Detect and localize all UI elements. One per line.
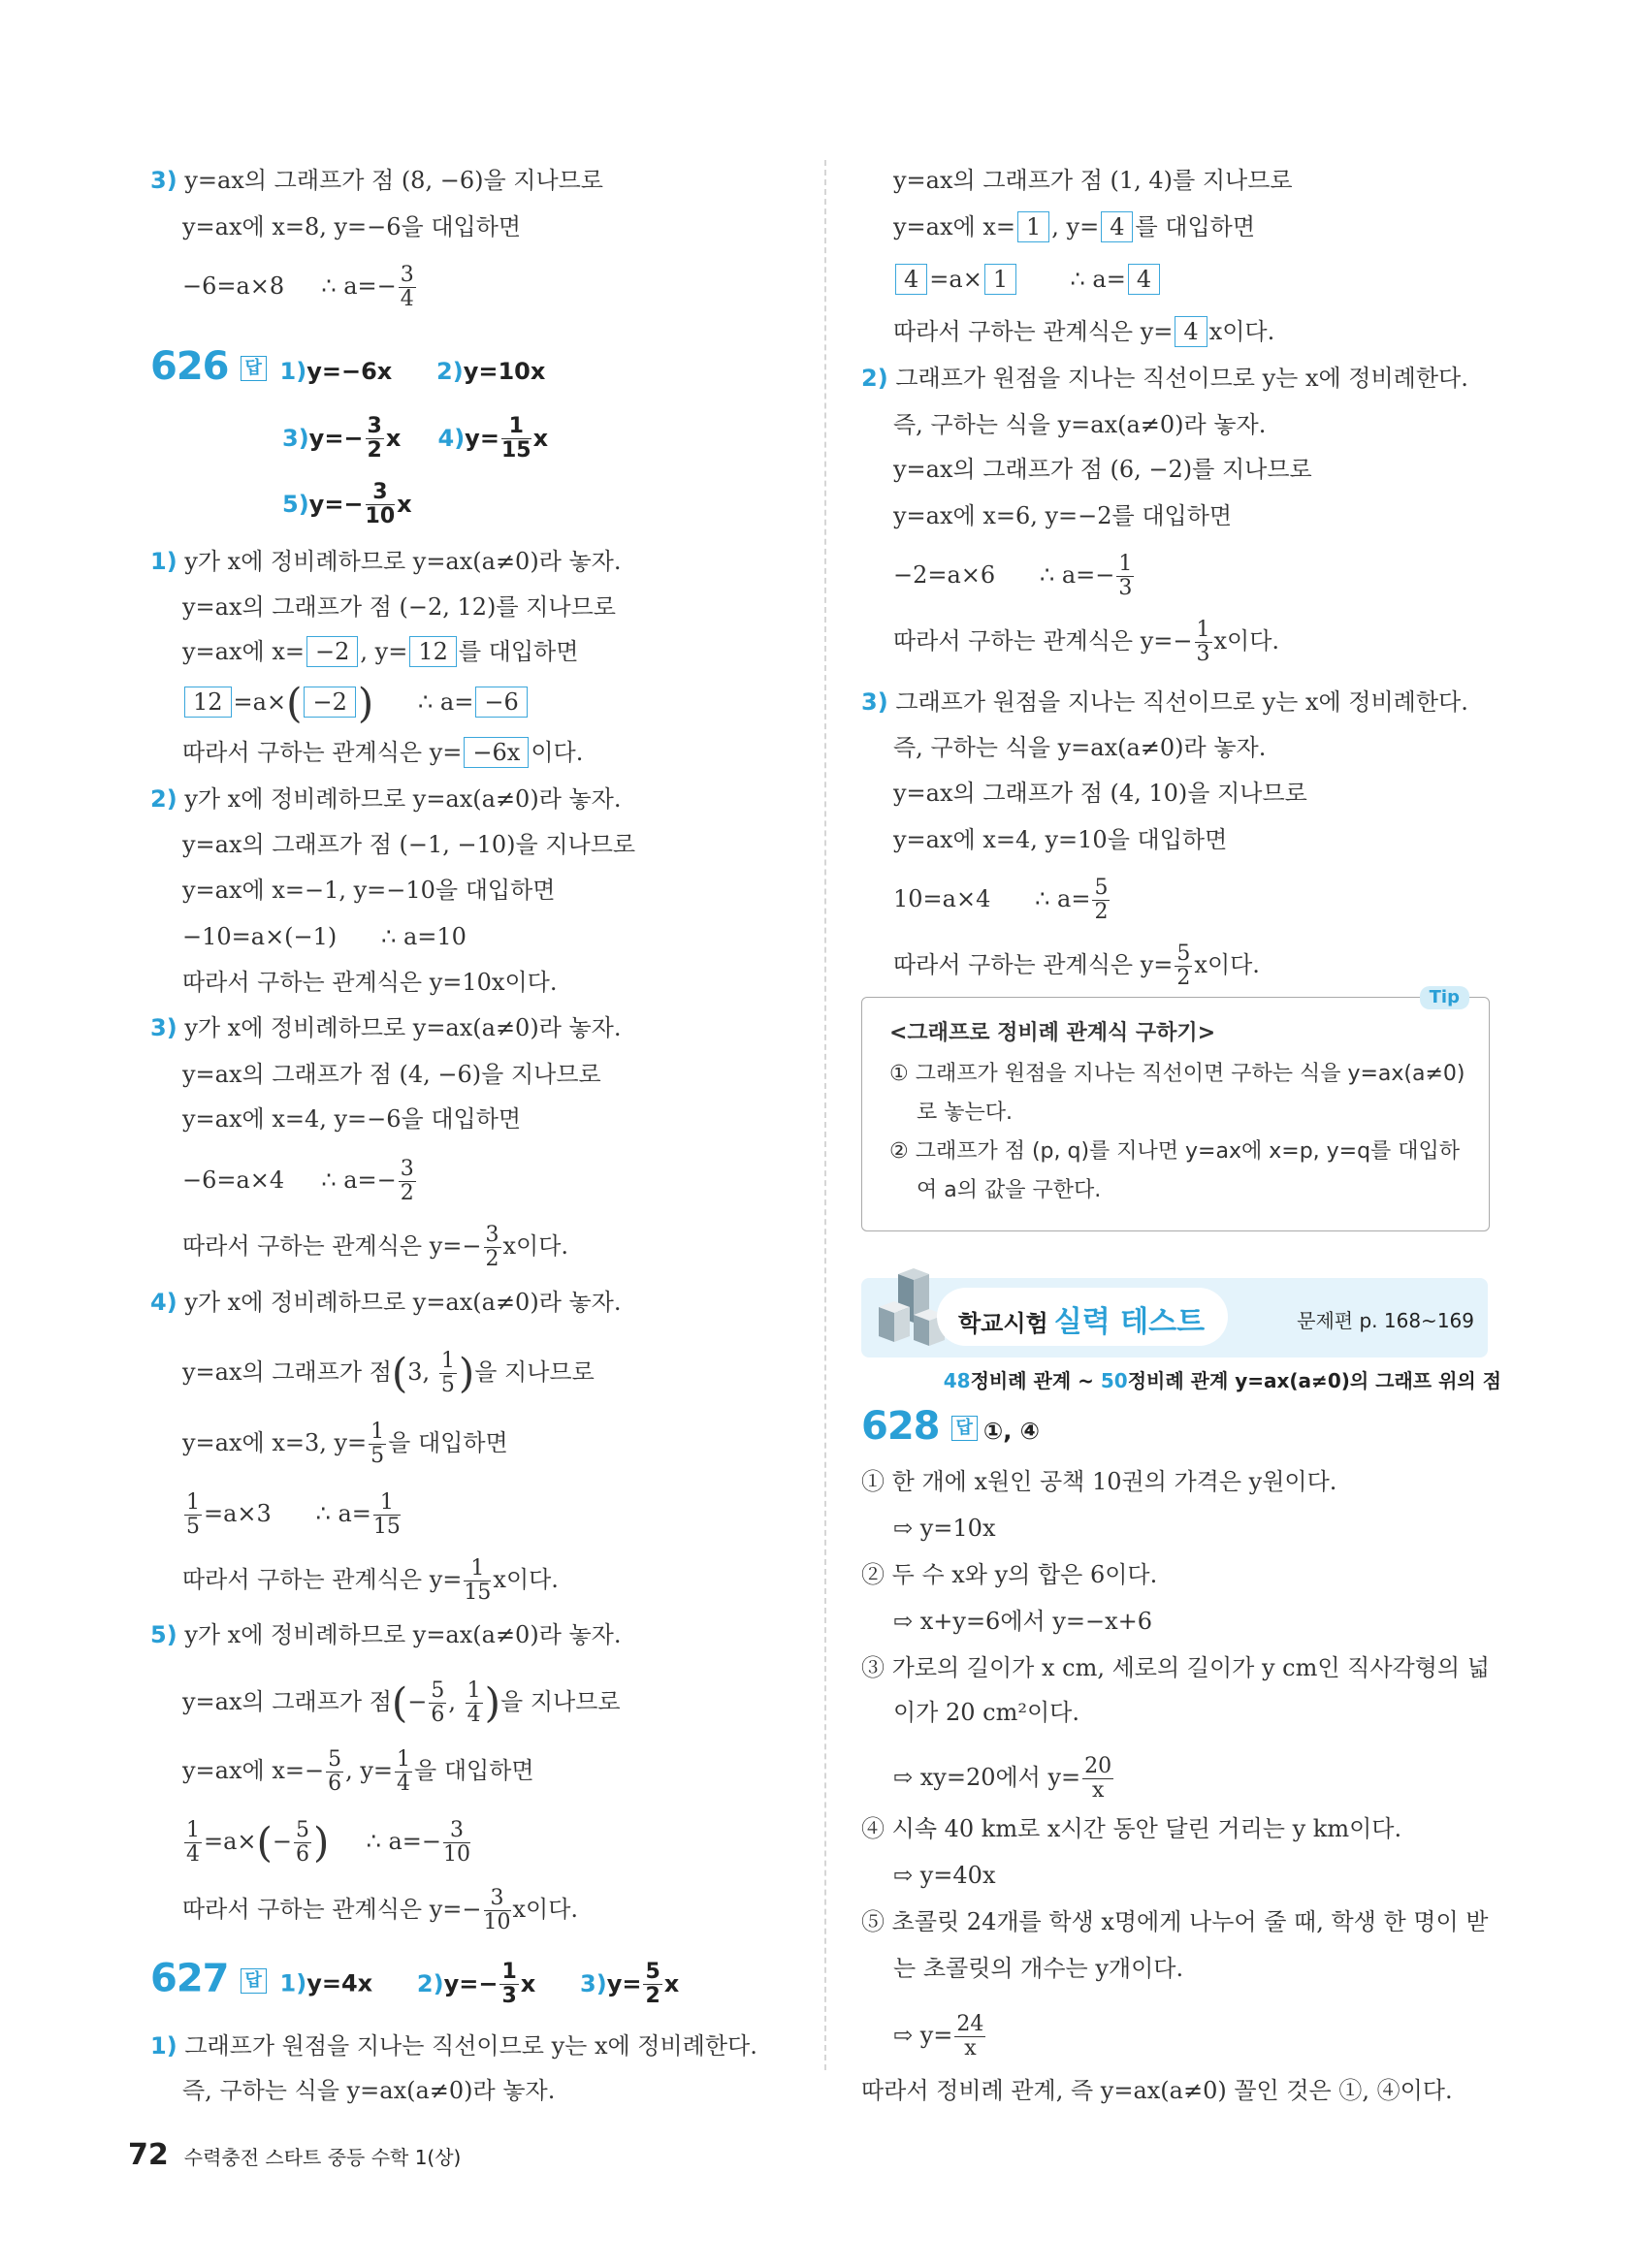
s2-line3: y=ax에 x=−1, y=−10을 대입하면 — [182, 877, 556, 904]
r-s2-line4: y=ax에 x=6, y=−2를 대입하면 — [893, 502, 1233, 529]
r-s3-line2: 즉, 구하는 식을 y=ax(a≠0)라 놓자. — [893, 734, 1267, 761]
s4-line1: 4) y가 x에 정비례하므로 y=ax(a≠0)라 놓자. — [150, 1289, 622, 1316]
s2-line4: −10=a×(−1) ∴ a=10 — [182, 923, 467, 950]
p628-option5-result: ⇨ y= $\frac{24}{x}$ — [893, 2012, 984, 2060]
column-divider — [824, 160, 826, 2070]
s1-line3: y=ax에 x= −2 , y= 12 를 대입하면 — [182, 638, 579, 665]
s2-line2: y=ax의 그래프가 점 (−1, −10)을 지나므로 — [182, 831, 636, 858]
tip-title: <그래프로 정비례 관계식 구하기> — [889, 1021, 1216, 1045]
s5-line2: y=ax의 그래프가 점(− $\frac{5}{6}$ , $\frac{1}{4}$ )을 지나므로 — [182, 1678, 621, 1727]
s2-line5: 따라서 구하는 관계식은 y=10x이다. — [182, 969, 558, 996]
r-s2-line5: −2=a×6 ∴ a=− $\frac{1}{3}$ — [893, 552, 1133, 600]
tip-item2b: 여 a의 값을 구한다. — [917, 1178, 1102, 1202]
r-s2-line2: 즉, 구하는 식을 y=ax(a≠0)라 놓자. — [893, 411, 1267, 438]
blocks-icon — [869, 1264, 947, 1352]
s3-line4: −6=a×4 ∴ a=− $\frac{3}{2}$ — [182, 1157, 414, 1205]
s3-line1: 3) y가 x에 정비례하므로 y=ax(a≠0)라 놓자. — [150, 1014, 622, 1041]
s5-line3: y=ax에 x=− $\frac{5}{6}$ , y= $\frac{1}{4}$ 을 대입하면 — [182, 1747, 534, 1796]
problem-627-s1-line1: 1) 그래프가 원점을 지나는 직선이므로 y는 x에 정비례한다. — [150, 2032, 757, 2060]
s1-line1: 1) y가 x에 정비례하므로 y=ax(a≠0)라 놓자. — [150, 548, 622, 575]
tip-item2: ② 그래프가 점 (p, q)를 지나면 y=ax에 x=p, y=q를 대입하 — [889, 1139, 1461, 1164]
r-c1-line4: 따라서 구하는 관계식은 y= 4 x이다. — [893, 318, 1275, 345]
intro3-line3: −6=a×8 ∴ a=− $\frac{3}{4}$ — [182, 263, 414, 311]
p628-option3-result: ⇨ xy=20에서 y= $\frac{20}{x}$ — [893, 1754, 1112, 1803]
s3-line2: y=ax의 그래프가 점 (4, −6)을 지나므로 — [182, 1061, 601, 1088]
page-footer — [128, 2138, 461, 2172]
r-s3-line3: y=ax의 그래프가 점 (4, 10)을 지나므로 — [893, 780, 1307, 807]
tip-box — [861, 987, 1490, 1231]
s1-line2: y=ax의 그래프가 점 (−2, 12)를 지나므로 — [182, 593, 616, 621]
problem-626-ans5: 5)y=− $\frac{3}{10}$ x — [282, 480, 412, 528]
intro3-line2: y=ax에 x=8, y=−6을 대입하면 — [182, 213, 522, 240]
p628-option5b: 는 초콜릿의 개수는 y개이다. — [893, 1955, 1184, 1982]
banner-page-ref: 문제편 p. 168~169 — [1297, 1309, 1474, 1332]
p628-option5: ⑤ 초콜릿 24개를 학생 x명에게 나누어 줄 때, 학생 한 명이 받 — [861, 1908, 1489, 1935]
r-c1-line1: y=ax의 그래프가 점 (1, 4)를 지나므로 — [893, 167, 1293, 194]
r-s3-line4: y=ax에 x=4, y=10을 대입하면 — [893, 826, 1228, 853]
r-c1-line3: 4 =a× 1 ∴ a= 4 — [893, 264, 1162, 295]
r-s2-line3: y=ax의 그래프가 점 (6, −2)를 지나므로 — [893, 456, 1312, 483]
s4-line5: 따라서 구하는 관계식은 y= $\frac{1}{15}$ x이다. — [182, 1556, 559, 1605]
book-title: 수력충전 스타트 중등 수학 1(상) — [183, 2146, 462, 2169]
r-s3-line6: 따라서 구하는 관계식은 y= $\frac{5}{2}$ x이다. — [893, 942, 1260, 990]
p628-option3b: 이가 20 cm²이다. — [893, 1699, 1079, 1726]
s5-line1: 5) y가 x에 정비례하므로 y=ax(a≠0)라 놓자. — [150, 1621, 622, 1648]
r-s3-line5: 10=a×4 ∴ a= $\frac{5}{2}$ — [893, 876, 1109, 924]
s2-line1: 2) y가 x에 정비례하므로 y=ax(a≠0)라 놓자. — [150, 785, 622, 813]
section-banner — [861, 1278, 1488, 1358]
problem-627-header: 627 답 1)y=4x 2)y=− $\frac{1}{3}$ x 3)y= $\frac{5}{2}$ x — [150, 1956, 680, 2008]
problem-626-ans34: 3)y=− $\frac{3}{2}$ x 4)y= $\frac{1}{15}$ x — [282, 414, 549, 463]
r-c1-line2: y=ax에 x= 1 , y= 4 를 대입하면 — [893, 213, 1256, 240]
tip-item1b: 로 놓는다. — [917, 1101, 1013, 1125]
r-s2-line1: 2) 그래프가 원점을 지나는 직선이므로 y는 x에 정비례한다. — [861, 365, 1468, 392]
problem-626-header: 626 답 1)y=−6x 2)y=10x — [150, 344, 546, 389]
page-number: 72 — [128, 2138, 169, 2172]
p628-option4: ④ 시속 40 km로 x시간 동안 달린 거리는 y km이다. — [861, 1815, 1402, 1842]
s5-line4: $\frac{1}{4}$ =a×(− $\frac{5}{6}$ ) ∴ a=− $\frac{3}{10}$ — [186, 1818, 471, 1867]
problem-628-header: 628 답 ①, ④ — [861, 1404, 1041, 1449]
intro3-line1: 3) y=ax의 그래프가 점 (8, −6)을 지나므로 — [150, 167, 603, 194]
s1-line4: 12 =a×( −2 ) ∴ a= −6 — [182, 687, 530, 718]
r-s2-line6: 따라서 구하는 관계식은 y=− $\frac{1}{3}$ x이다. — [893, 618, 1280, 666]
p628-conclusion: 따라서 정비례 관계, 즉 y=ax(a≠0) 꼴인 것은 ①, ④이다. — [861, 2077, 1453, 2104]
p628-option3: ③ 가로의 길이가 x cm, 세로의 길이가 y cm인 직사각형의 넓 — [861, 1654, 1490, 1681]
s4-line4: $\frac{1}{5}$ =a×3 ∴ a= $\frac{1}{15}$ — [186, 1490, 401, 1539]
p628-option2: ② 두 수 x와 y의 합은 6이다. — [861, 1561, 1158, 1588]
r-s3-line1: 3) 그래프가 원점을 지나는 직선이므로 y는 x에 정비례한다. — [861, 688, 1468, 716]
problem-627-s1-line2: 즉, 구하는 식을 y=ax(a≠0)라 놓자. — [182, 2077, 556, 2104]
s1-line5: 따라서 구하는 관계식은 y= −6x 이다. — [182, 739, 584, 766]
s4-line2: y=ax의 그래프가 점(3, $\frac{1}{5}$ )을 지나므로 — [182, 1349, 595, 1397]
p628-option1: ① 한 개에 x원인 공책 10권의 가격은 y원이다. — [861, 1468, 1337, 1495]
tip-label: Tip — [1420, 986, 1469, 1009]
s3-line3: y=ax에 x=4, y=−6을 대입하면 — [182, 1105, 522, 1133]
s5-line5: 따라서 구하는 관계식은 y=− $\frac{3}{10}$ x이다. — [182, 1886, 579, 1934]
banner-subheading: 48정비례 관계 ~ 50정비례 관계 y=ax(a≠0)의 그래프 위의 점 — [943, 1369, 1501, 1392]
banner-title: 학교시험 실력 테스트 — [958, 1305, 1206, 1339]
p628-option2-result: ⇨ x+y=6에서 y=−x+6 — [893, 1608, 1153, 1635]
tip-item1: ① 그래프가 원점을 지나는 직선이면 구하는 식을 y=ax(a≠0) — [889, 1062, 1465, 1086]
p628-option4-result: ⇨ y=40x — [893, 1862, 996, 1889]
s4-line3: y=ax에 x=3, y= $\frac{1}{5}$ 을 대입하면 — [182, 1420, 508, 1468]
p628-option1-result: ⇨ y=10x — [893, 1515, 996, 1542]
s3-line5: 따라서 구하는 관계식은 y=− $\frac{3}{2}$ x이다. — [182, 1223, 569, 1271]
